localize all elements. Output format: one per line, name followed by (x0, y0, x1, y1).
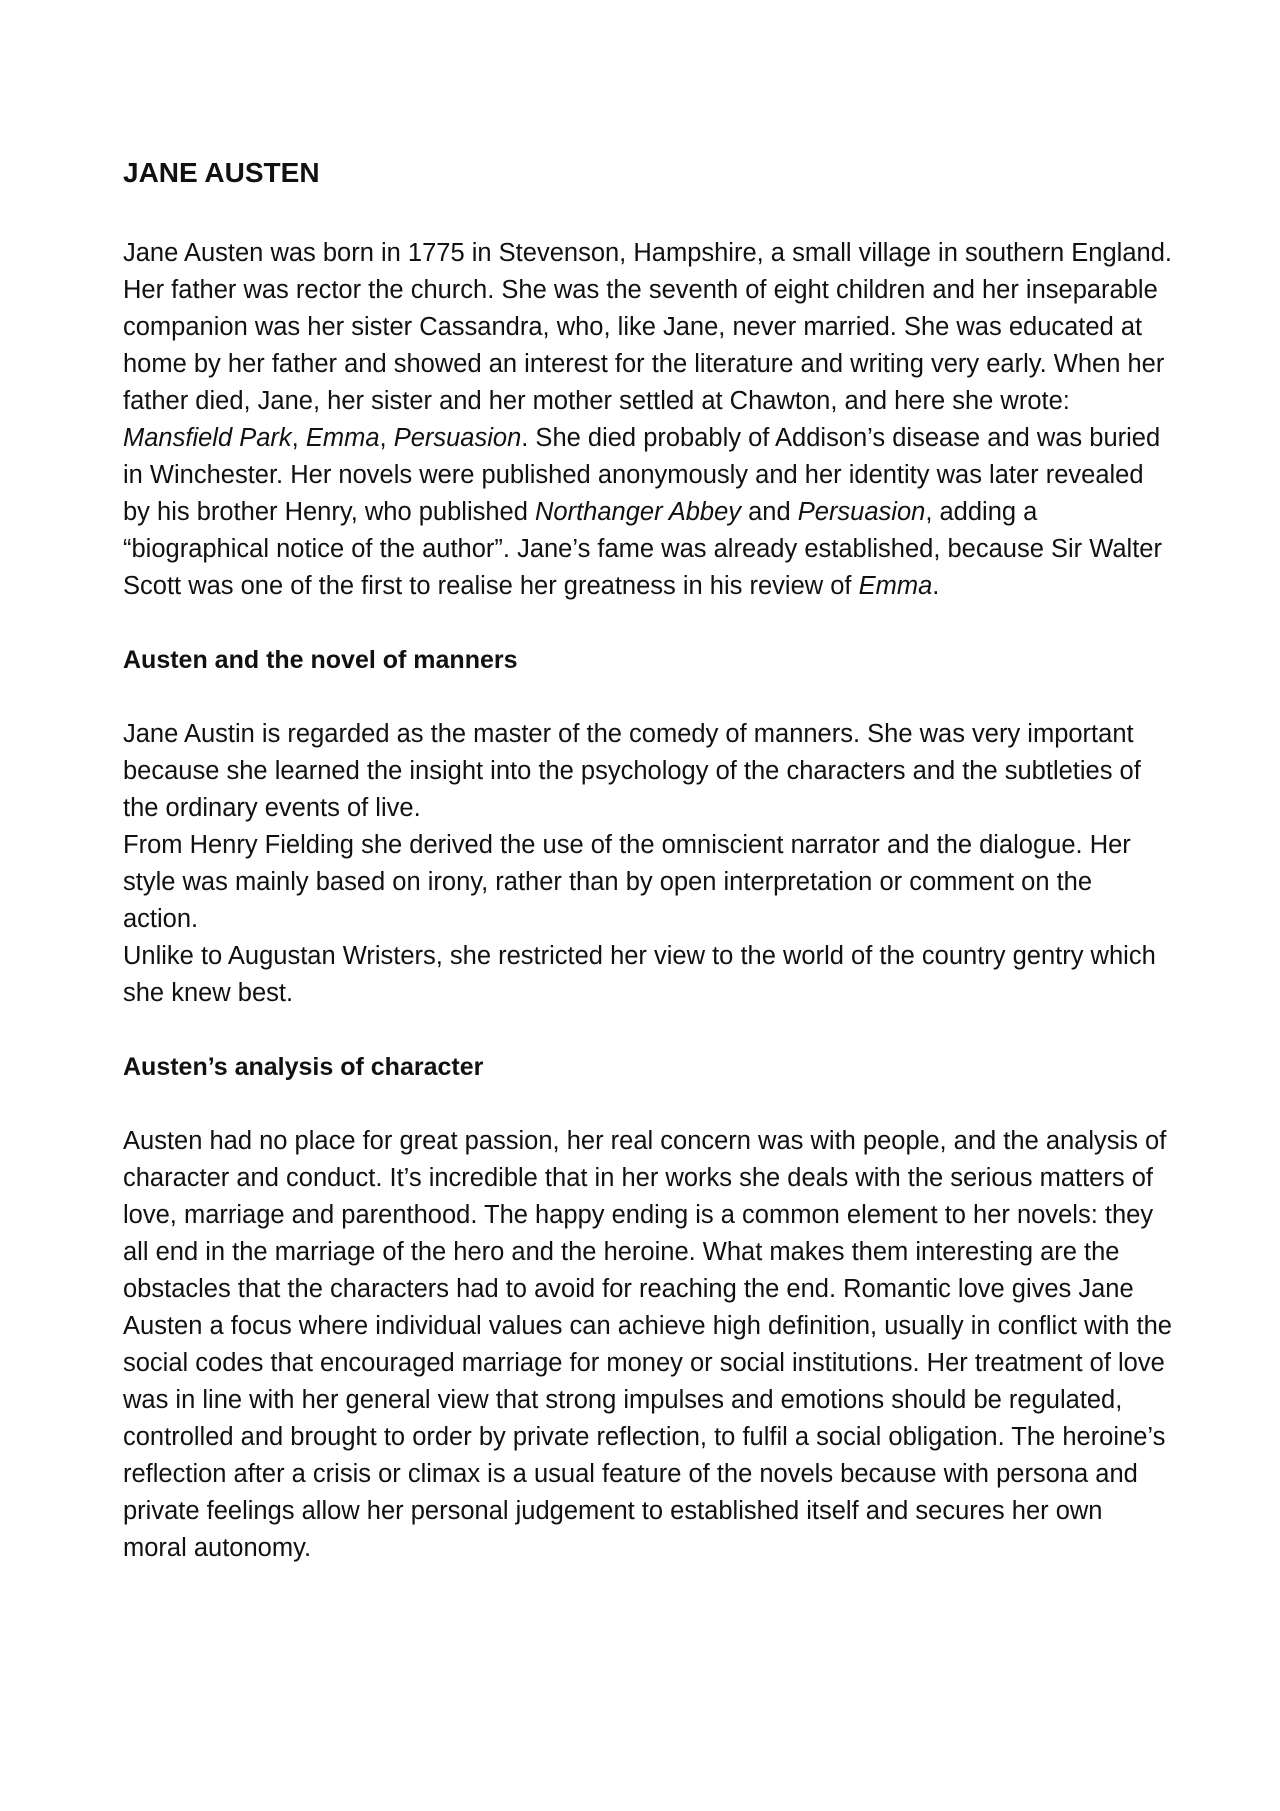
intro-title-northanger-abbey: Northanger Abbey (535, 498, 742, 526)
intro-text-segment: . (932, 572, 940, 600)
intro-text-segment: , adding a “biographical notice of the author”. Jane’s fame was already established, because Sir Walter Scott was one of the first to realise her greatness in his review of (123, 498, 1162, 600)
intro-title-emma: Emma (858, 572, 933, 600)
section1-paragraph: Jane Austin is regarded as the master of the comedy of manners. She was very important because she learned the insight into the psychology of the characters and the subtleties of the ordinary events of live. (123, 720, 1141, 822)
intro-text-segment: , (291, 424, 306, 452)
intro-title-persuasion: Persuasion (393, 424, 522, 452)
spacer (123, 605, 1173, 642)
section2-paragraph: Austen had no place for great passion, her real concern was with people, and the analysis of character and conduct. It’s incredible that in her works she deals with the serious matters of love, marriage and parenthood. The happy ending is a common element to her novels: they all end in the marriage of the hero and the heroine. What makes them interesting are the obstacles that the characters had to avoid for reaching the end. Romantic love gives Jane Austen a focus where individual values can achieve high definition, usually in conflict with the social codes that encouraged marriage for money or social institutions. Her treatment of love was in line with her general view that strong impulses and emotions should be regulated, controlled and brought to order by private reflection, to fulfil a social obligation. The heroine’s reflection after a crisis or climax is a usual feature of the novels because with persona and private feelings allow her personal judgement to established itself and secures her own moral autonomy. (123, 1127, 1172, 1562)
intro-title-mansfield-park: Mansfield Park (123, 424, 292, 452)
intro-paragraph (123, 235, 1173, 605)
document-page (123, 155, 1173, 1567)
spacer (123, 1012, 1173, 1049)
section-heading-analysis-of-character: Austen’s analysis of character (123, 1053, 484, 1081)
intro-title-emma: Emma (305, 424, 380, 452)
intro-text-segment: Jane Austen was born in 1775 in Stevenson, Hampshire, a small village in southern England. Her father was rector the church. She was the seventh of eight children and her inseparable companion was her sister Cassandra, who, like Jane, never married. She was educated at home by her father and showed an interest for the literature and writing very early. When her father died, Jane, her sister and her mother settled at Chawton, and here she wrote: (123, 239, 1172, 415)
section1-paragraph: Unlike to Augustan Wristers, she restricted her view to the world of the country gentry which she knew best. (123, 942, 1156, 1007)
intro-text-segment: , (379, 424, 394, 452)
document-title: JANE AUSTEN (123, 157, 320, 188)
intro-title-persuasion: Persuasion (797, 498, 926, 526)
section-heading-novel-of-manners: Austen and the novel of manners (123, 646, 518, 674)
spacer (123, 679, 1173, 716)
intro-text-segment: and (741, 498, 798, 526)
spacer (123, 1086, 1173, 1123)
section1-paragraph: From Henry Fielding she derived the use of the omniscient narrator and the dialogue. Her style was mainly based on irony, rather than by open interpretation or comment on the action. (123, 831, 1131, 933)
intro-text-segment: . She died probably of Addison’s disease and was buried in Winchester. Her novels were published anonymously and her identity was later revealed by his brother Henry, who published (123, 424, 1161, 526)
